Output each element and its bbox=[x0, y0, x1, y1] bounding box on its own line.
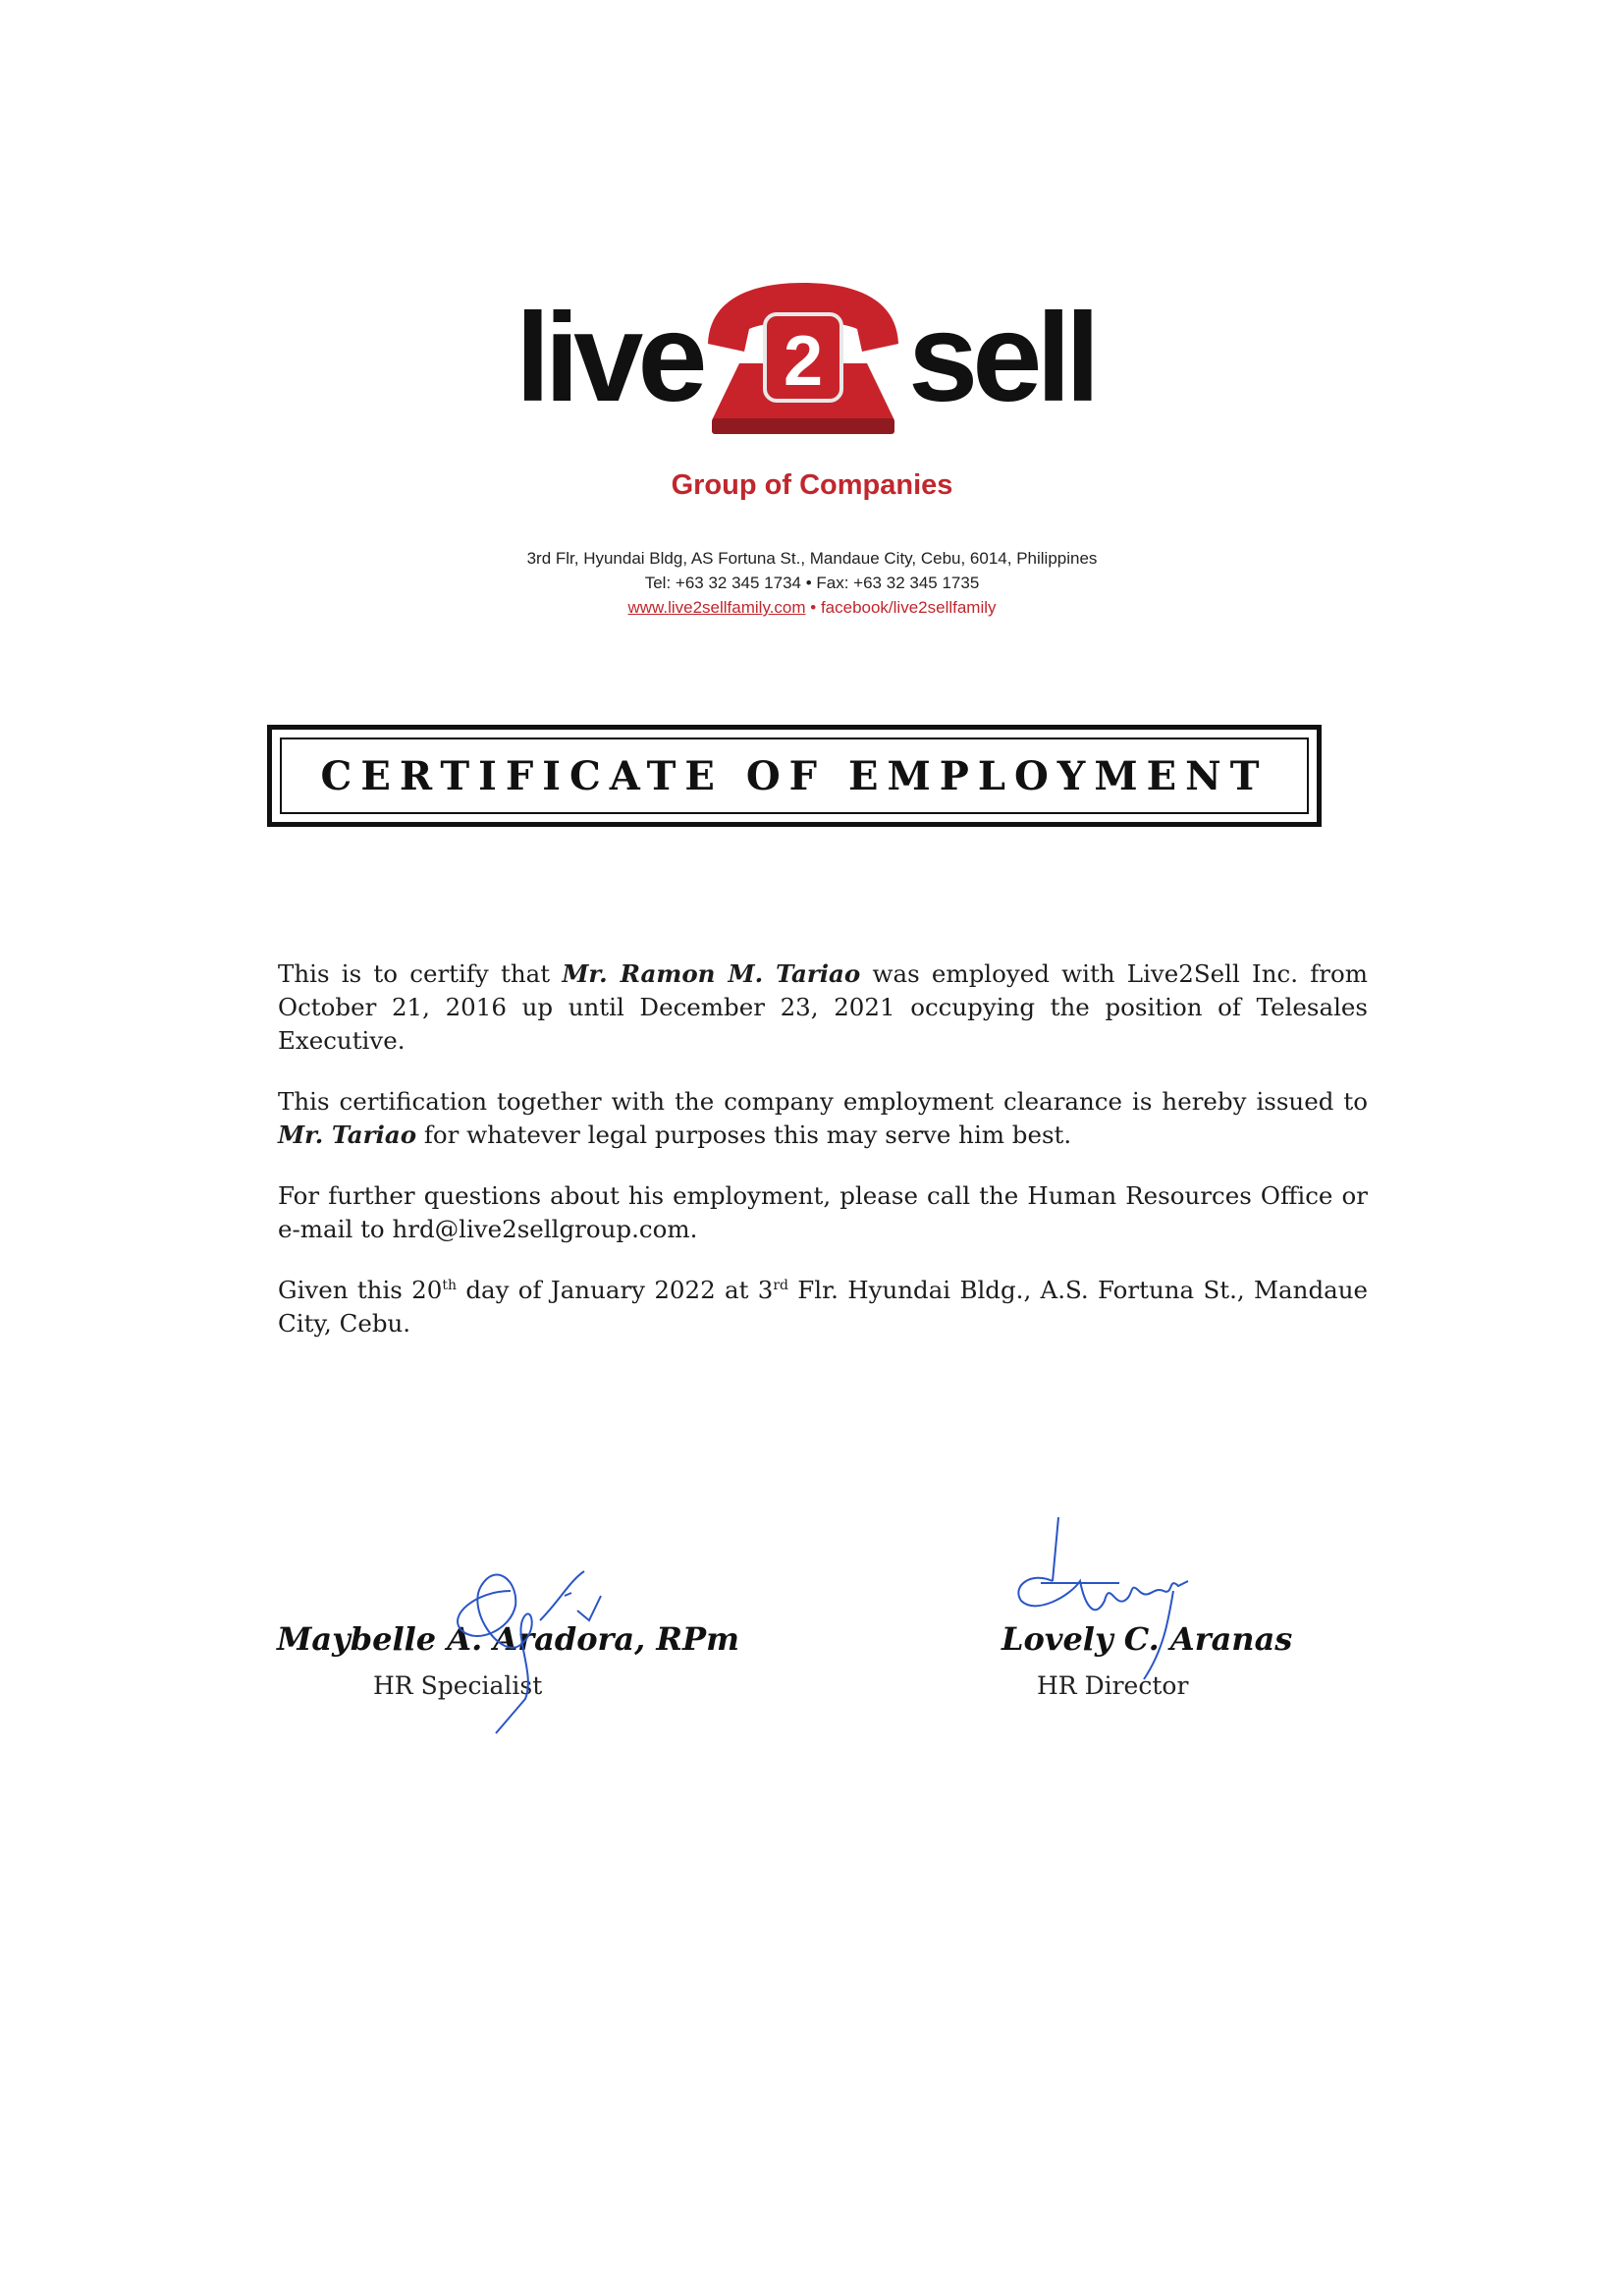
title-box bbox=[267, 725, 1322, 827]
company-phone-fax: Tel: +63 32 345 1734 • Fax: +63 32 345 1735 bbox=[644, 574, 980, 592]
title-box-inner bbox=[280, 738, 1309, 814]
company-logo bbox=[511, 275, 1100, 442]
company-web-links bbox=[0, 598, 1624, 618]
company-address: 3rd Flr, Hyundai Bldg, AS Fortuna St., Mandaue City, Cebu, 6014, Philippines bbox=[526, 549, 1098, 568]
website-link[interactable]: www.live2sellfamily.com bbox=[627, 598, 806, 617]
certificate-body bbox=[278, 957, 1368, 1368]
facebook-link[interactable]: facebook/live2sellfamily bbox=[820, 598, 997, 617]
signature-block-hr-director bbox=[943, 1512, 1453, 1738]
signatory-role-left: HR Specialist bbox=[373, 1671, 543, 1700]
signatory-name-right: Lovely C. Aranas bbox=[1001, 1620, 1293, 1658]
p1-text-a: This is to certify that bbox=[278, 959, 563, 988]
p4-text-b: day of January 2022 at 3 bbox=[457, 1276, 774, 1304]
paragraph-contact: For further questions about his employment, please call the Human Resources Office or e-mail to hrd@live2sellgroup.com. bbox=[278, 1181, 1368, 1243]
certificate-title: CERTIFICATE OF EMPLOYMENT bbox=[320, 752, 1269, 799]
p4-text-a: Given this 20 bbox=[278, 1276, 443, 1304]
telephone-logo-icon bbox=[700, 275, 906, 442]
paragraph-given bbox=[278, 1274, 1368, 1340]
logo-number-2: 2 bbox=[783, 322, 824, 401]
signatory-name-left: Maybelle A. Aradora, RPm bbox=[277, 1620, 739, 1658]
employee-short-name: Mr. Tariao bbox=[278, 1121, 417, 1149]
employee-full-name: Mr. Ramon M. Tariao bbox=[562, 959, 861, 988]
p4-sup-rd: rd bbox=[773, 1277, 788, 1293]
signatory-role-right: HR Director bbox=[1037, 1671, 1189, 1700]
p1-text-b: was employed with Live2Sell Inc. from October 21, 2016 up until December 23, 2021 occupying the position of Telesales Executive. bbox=[278, 959, 1368, 1055]
signature-block-hr-specialist bbox=[265, 1512, 776, 1738]
p4-sup-th: th bbox=[442, 1277, 458, 1293]
group-of-companies: Group of Companies bbox=[671, 469, 953, 501]
paragraph-certify bbox=[278, 957, 1368, 1058]
p2-text-a: This certification together with the company employment clearance is hereby issued to bbox=[278, 1087, 1368, 1116]
p2-text-b: for whatever legal purposes this may serve him best. bbox=[416, 1121, 1072, 1149]
logo-word-sell: sell bbox=[908, 288, 1095, 428]
p4-text-c: Flr. Hyundai Bldg., A.S. Fortuna St., Mandaue City, Cebu. bbox=[278, 1276, 1369, 1338]
paragraph-issuance bbox=[278, 1085, 1368, 1152]
link-separator: • bbox=[805, 598, 821, 617]
logo-word-live: live bbox=[515, 288, 702, 428]
